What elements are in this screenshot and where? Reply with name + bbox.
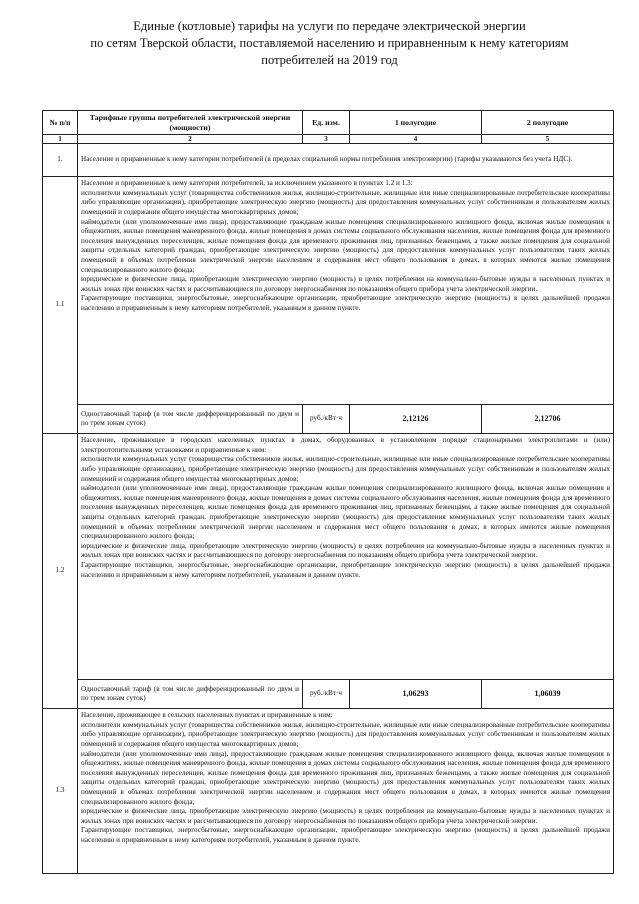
tariff-value-half2: 1,06039 [482, 680, 614, 709]
row-1 [43, 144, 614, 177]
paragraph: Гарантирующие поставщики, энергосбытовые, энергоснабжающие организации, приобретающие электрическую энергию (мощность) в целях дальнейшей продажи населению и приравненным к нему категориям потребителей, указанным в данном пункте. [81, 560, 610, 579]
paragraph: Население, проживающее в сельских населенных пунктах и приравненные к ним: [81, 711, 333, 720]
header-unit: Ед. изм. [303, 111, 350, 135]
paragraph: наймодатели (или уполномоченные ими лица), предоставляющие гражданам жилые помещения специализированного жилищного фонда, включая жилые помещения в общежитиях, жилые помещения маневренного фонда, жилые помещения в домах системы социального обслуживания населения, жилые помещения фонда для временного поселения вынужденных переселенцев, жилые помещения фонда для временного проживания лиц, признанных беженцами, а также жилые помещения для социальной защиты отдельных категорий граждан, приобретающие электрическую энергию (мощность) для предоставления коммунальных услуг пользователям таких жилых помещений в объемах потребления электрической энергии населением и содержания мест общего пользования в домах, в которых имеются жилые помещения специализированного жилого фонда; [81, 217, 610, 274]
row-1-1-description [43, 177, 614, 405]
header-group: Тарифные группы потребителей электрической энергии (мощности) [78, 111, 303, 135]
paragraph: Население, проживающее в городских населенных пунктах в домах, оборудованных в установленном порядке стационарными электроплитами и (или) электроотопительными установками и приравненные к ним: [81, 436, 610, 454]
paragraph: Гарантирующие поставщики, энергосбытовые, энергоснабжающие организации, приобретающие электрическую энергию (мощность) в целях дальнейшей продажи населению и приравненным к нему категориям потребителей, указанным в данном пункте. [81, 294, 610, 312]
paragraph: исполнители коммунальных услуг (товарищества собственников жилья, жилищно-строительные, жилищные или иные специализированные потребительские кооперативы либо управляющие организации), приобретающие электрическую энергию (мощность) для предоставления коммунальных услуг собственникам и пользователям жилых помещений и содержания общего имущества многоквартирных домов; [81, 455, 610, 483]
paragraph: юридические и физические лица, приобретающие электрическую энергию (мощность) в целях потребления на коммунально-бытовые нужды в населенных пунктах и жилых зонах при воинских частях и рассчитывающиеся по договору энергоснабжения по показаниям общего прибора учета электрической энергии. [81, 275, 610, 293]
index-cell: 2 [78, 135, 303, 144]
row-1-3-text [78, 709, 614, 874]
header-half2: 2 полугодие [482, 111, 614, 135]
index-cell: 4 [350, 135, 482, 144]
row-1-3-num: 1.3 [43, 709, 78, 874]
tariff-value-half1: 1,06293 [350, 680, 482, 709]
tariff-value-half1: 2,12126 [350, 405, 482, 434]
title-line-3: потребителей на 2019 год [261, 53, 398, 67]
tariff-label: Одноставочный тариф (в том числе дифференцированный по двум и по трем зонам суток) [78, 680, 303, 709]
index-cell: 1 [43, 135, 78, 144]
row-1-num: 1. [43, 144, 78, 177]
document-title [60, 18, 599, 69]
index-row [43, 135, 614, 144]
tariff-table [42, 110, 614, 874]
title-line-1: Единые (котловые) тарифы на услуги по передаче электрической энергии [133, 19, 526, 33]
index-cell: 3 [303, 135, 350, 144]
tariff-value-half2: 2,12706 [482, 405, 614, 434]
paragraph: Гарантирующие поставщики, энергосбытовые, энергоснабжающие организации, приобретающие электрическую энергию (мощность) в целях дальнейшей продажи населению и приравненным к нему категориям потребителей, указанным в данном пункте. [81, 826, 610, 844]
paragraph: Население и приравненные к нему категории потребителей, за исключением указанного в пунктах 1.2 и 1.3: [81, 179, 413, 188]
title-line-2: по сетям Тверской области, поставляемой населению и приравненным к нему категориям [90, 36, 569, 50]
paragraph: наймодатели (или уполномоченные ими лица), предоставляющие гражданам жилые помещения специализированного жилищного фонда, включая жилые помещения в общежитиях, жилые помещения маневренного фонда, жилые помещения в домах системы социального обслуживания населения, жилые помещения фонда для временного поселения вынужденных переселенцев, жилые помещения фонда для временного проживания лиц, признанных беженцами, а также жилые помещения для социальной защиты отдельных категорий граждан, приобретающие электрическую энергию (мощность) для предоставления коммунальных услуг пользователям таких жилых помещений в объемах потребления электрической энергии населением и содержания мест общего пользования в домах, в которых имеются жилые помещения специализированного жилого фонда; [81, 484, 610, 541]
row-1-3-description [43, 709, 614, 874]
row-1-2-tariff [43, 680, 614, 709]
paragraph: исполнители коммунальных услуг (товарищества собственников жилья, жилищно-строительные, жилищные или иные специализированные потребительские кооперативы либо управляющие организации), приобретающие электрическую энергию (мощность) для предоставления коммунальных услуг собственникам и пользователям жилых помещений и содержания общего имущества многоквартирных домов; [81, 188, 610, 216]
paragraph: исполнители коммунальных услуг (товарищества собственников жилья, жилищно-строительные, жилищные или иные специализированные потребительские кооперативы либо управляющие организации), приобретающие электрическую энергию (мощность) для предоставления коммунальных услуг собственникам и пользователям жилых помещений и содержания общего имущества многоквартирных домов; [81, 720, 610, 748]
row-1-text: Население и приравненные к нему категории потребителей (в пределах социальной нормы потребления электроэнергии) (тарифы указываются без учета НДС). [78, 144, 614, 177]
paragraph: юридические и физические лица, приобретающие электрическую энергию (мощность) в целях потребления на коммунально-бытовые нужды в населенных пунктах и жилых зонах при воинских частях и рассчитывающиеся по договору энергоснабжения по показаниям общего прибора учета электрической энергии. [81, 807, 610, 825]
tariff-unit: руб./кВт·ч [303, 405, 350, 434]
paragraph: юридические и физические лица, приобретающие электрическую энергию (мощность) в целях потребления на коммунально-бытовые нужды в населенных пунктах и жилых зонах при воинских частях и рассчитывающиеся по договору энергоснабжения по показаниям общего прибора учета электрической энергии. [81, 541, 610, 560]
row-1-2-text [78, 434, 614, 680]
row-1-1-text [78, 177, 614, 405]
index-cell: 5 [482, 135, 614, 144]
paragraph: наймодатели (или уполномоченные ими лица), предоставляющие гражданам жилые помещения специализированного жилищного фонда, включая жилые помещения в общежитиях, жилые помещения маневренного фонда, жилые помещения в домах системы социального обслуживания населения, жилые помещения фонда для временного поселения вынужденных переселенцев, жилые помещения фонда для временного проживания лиц, признанных беженцами, а также жилые помещения для социальной защиты отдельных категорий граждан, приобретающие электрическую энергию (мощность) для предоставления коммунальных услуг пользователям таких жилых помещений в объемах потребления электрической энергии населением и содержания мест общего пользования в домах, в которых имеются жилые помещения специализированного жилого фонда; [81, 749, 610, 806]
tariff-label: Одноставочный тариф (в том числе дифференцированный по двум и по трем зонам суток) [78, 405, 303, 434]
header-half1: 1 полугодие [350, 111, 482, 135]
header-row [43, 111, 614, 135]
row-1-2-description [43, 434, 614, 680]
row-1-2-num: 1.2 [43, 434, 78, 709]
header-num: № п/п [43, 111, 78, 135]
row-1-1-tariff [43, 405, 614, 434]
row-1-1-num: 1.1 [43, 177, 78, 434]
tariff-unit: руб./кВт·ч [303, 680, 350, 709]
